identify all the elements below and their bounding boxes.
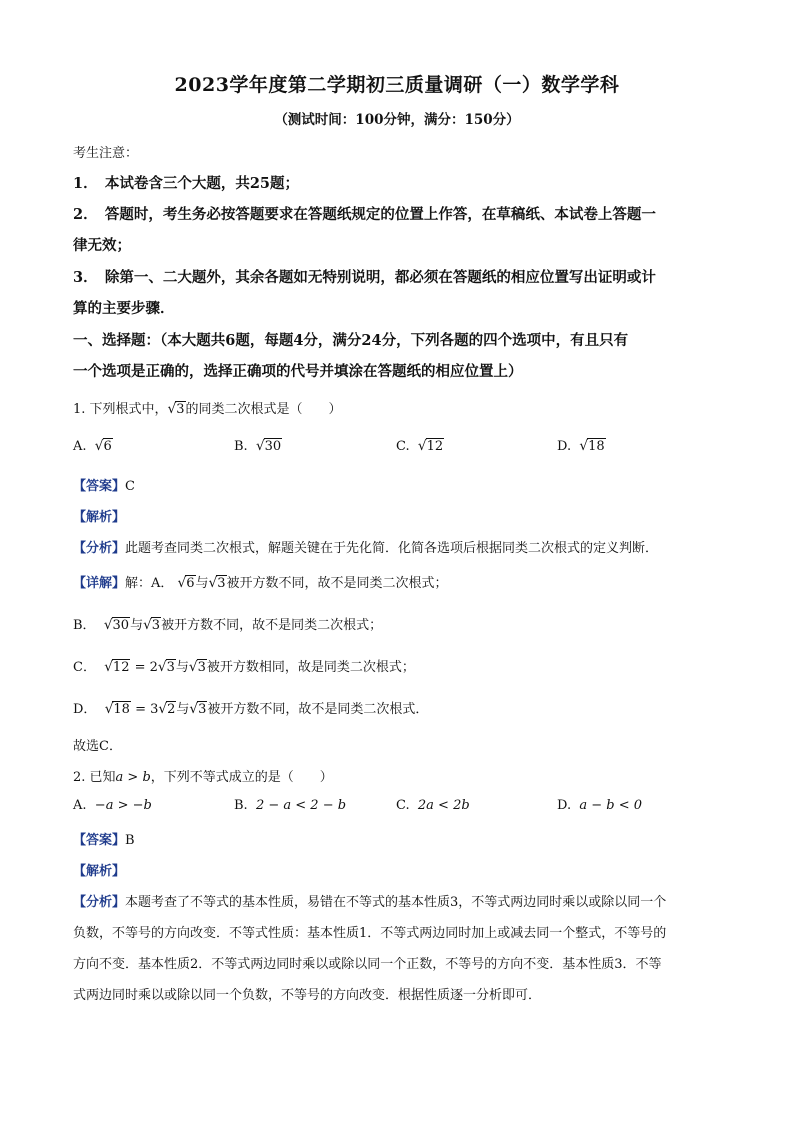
q1-detail-c: C． √12 = 2√3与√3被开方数相同，故是同类二次根式； — [73, 659, 415, 675]
q1-option-a: A. √6 — [73, 438, 112, 454]
page-title: 2023学年度第二学期初三质量调研（一）数学学科 — [174, 74, 620, 96]
exam-info: （测试时间：100分钟，满分：150分） — [274, 112, 520, 128]
question-2-stem: 2. 已知a > b，下列不等式成立的是（ ） — [73, 770, 333, 785]
q1-analysis-tag: 【解析】 — [73, 510, 126, 525]
q1-detail-b: B． √30与√3被开方数不同，故不是同类二次根式； — [73, 617, 383, 633]
q2-option-b: B. 2 − a < 2 − b — [234, 798, 347, 813]
notice-heading: 考生注意： — [73, 146, 139, 161]
q1-detail-d: D． √18 = 3√2与√3被开方数不同，故不是同类二次根式． — [73, 701, 429, 717]
q1-conclusion: 故选C． — [73, 739, 122, 754]
section-heading: 一、选择题：（本大题共6题，每题4分，满分24分，下列各题的四个选项中，有且只有 — [73, 332, 629, 349]
q2-answer: 【答案】B — [73, 833, 135, 848]
q2-option-c: C. 2a < 2b — [396, 798, 470, 813]
notice-item-3: 3． 除第一、二大题外，其余各题如无特别说明，都必须在答题纸的相应位置写出证明或计 — [73, 269, 656, 286]
q2-fenxi-line-3: 方向不变．基本性质2．不等式两边同时乘以或除以同一个正数，不等号的方向不变．基本性质3．不等 — [73, 957, 662, 972]
q2-fenxi-line-2: 负数，不等号的方向改变．不等式性质：基本性质1．不等式两边同时加上或减去同一个整式，不等号的 — [73, 926, 667, 941]
q2-fenxi-line-4: 式两边同时乘以或除以同一个负数，不等号的方向改变．根据性质逐一分析即可． — [73, 988, 542, 1003]
q2-analysis-tag: 【解析】 — [73, 864, 126, 879]
q2-option-a: A. −a > −b — [73, 798, 152, 813]
q2-option-d: D. a − b < 0 — [557, 798, 643, 813]
notice-item-2-cont: 律无效； — [73, 237, 131, 254]
notice-item-1: 1． 本试卷含三个大题，共25题； — [73, 175, 300, 192]
notice-item-2: 2． 答题时，考生务必按答题要求在答题纸规定的位置上作答，在草稿纸、本试卷上答题一 — [73, 206, 656, 223]
q1-option-d: D. √18 — [557, 438, 605, 454]
sqrt-3: √3 — [167, 401, 185, 417]
q1-fenxi: 【分析】此题考查同类二次根式，解题关键在于先化简．化简各选项后根据同类二次根式的定义判断． — [73, 541, 659, 556]
q2-fenxi-line-1: 【分析】本题考查了不等式的基本性质，易错在不等式的基本性质3，不等式两边同时乘以或除以同一个 — [73, 895, 667, 910]
q1-option-b: B. √30 — [234, 438, 282, 454]
q1-detail-a: 【详解】解：A． √6与√3被开方数不同，故不是同类二次根式； — [73, 575, 448, 591]
section-heading-cont: 一个选项是正确的，选择正确项的代号并填涂在答题纸的相应位置上） — [73, 363, 523, 380]
q1-answer: 【答案】C — [73, 479, 135, 494]
q1-option-c: C. √12 — [396, 438, 444, 454]
notice-item-3-cont: 算的主要步骤． — [73, 300, 175, 317]
question-1-stem: 1. 下列根式中，√3的同类二次根式是（ ） — [73, 401, 342, 417]
